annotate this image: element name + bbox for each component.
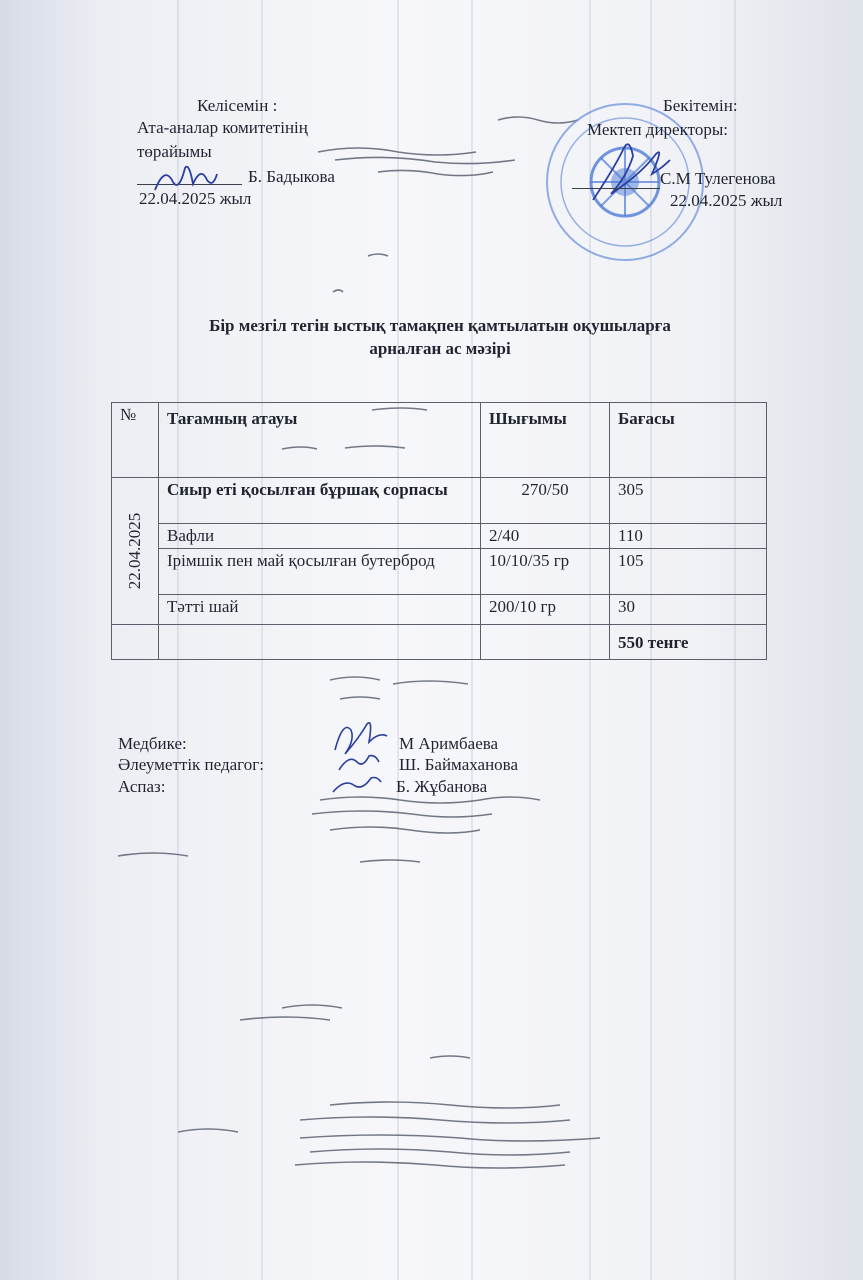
dish-name: Сиыр еті қосылған бұршақ сорпасы <box>159 478 481 524</box>
approve-org: Мектеп директоры: <box>587 120 728 139</box>
document-title <box>150 315 730 361</box>
dish-price: 305 <box>610 478 767 524</box>
menu-date-cell <box>112 478 159 625</box>
table-row <box>112 549 767 595</box>
table-row <box>112 478 767 524</box>
approve-label: Бекітемін: <box>663 96 738 115</box>
agree-org-line2: төрайымы <box>137 142 212 161</box>
title-line-1: Бір мезгіл тегін ыстық тамақпен қамтылатын оқушыларға <box>209 316 671 335</box>
title-line-2: арналған ас мәзірі <box>369 338 511 358</box>
dish-yield: 2/40 <box>481 524 610 549</box>
header-dish-name: Тағамның атауы <box>159 403 481 478</box>
dish-yield: 270/50 <box>481 478 610 524</box>
dish-name: Вафли <box>159 524 481 549</box>
dish-price: 105 <box>610 549 767 595</box>
dish-name: Тәтті шай <box>159 595 481 625</box>
header-number: № <box>112 403 159 478</box>
signature-name: Ш. Баймаханова <box>399 755 519 774</box>
table-row <box>112 524 767 549</box>
signature-role: Аспаз: <box>118 777 166 796</box>
agree-org-line1: Ата-аналар комитетінің <box>137 118 308 137</box>
signature-role: Әлеуметтік педагог: <box>118 755 264 774</box>
dish-yield: 10/10/35 гр <box>481 549 610 595</box>
approve-date: 22.04.2025 жыл <box>670 191 783 210</box>
menu-total: 550 тенге <box>610 625 767 660</box>
header-yield: Шығымы <box>481 403 610 478</box>
dish-name: Ірімшік пен май қосылған бутерброд <box>159 549 481 595</box>
dish-price: 30 <box>610 595 767 625</box>
signature-name: М Аримбаева <box>399 734 499 753</box>
dish-price: 110 <box>610 524 767 549</box>
approve-name: С.М Тулегенова <box>660 169 776 188</box>
menu-table <box>111 402 767 660</box>
table-row <box>112 595 767 625</box>
agree-label: Келісемін : <box>197 96 278 115</box>
signature-name: Б. Жұбанова <box>396 777 488 796</box>
approve-signature-line <box>572 188 660 189</box>
agree-date: 22.04.2025 жыл <box>139 189 252 208</box>
signature-role: Медбике: <box>118 734 187 753</box>
table-header-row <box>112 403 767 478</box>
staff-signatures <box>325 712 405 797</box>
total-row <box>112 625 767 660</box>
header-price: Бағасы <box>610 403 767 478</box>
dish-yield: 200/10 гр <box>481 595 610 625</box>
agree-name: Б. Бадыкова <box>248 167 335 186</box>
menu-date: 22.04.2025 <box>125 512 145 590</box>
